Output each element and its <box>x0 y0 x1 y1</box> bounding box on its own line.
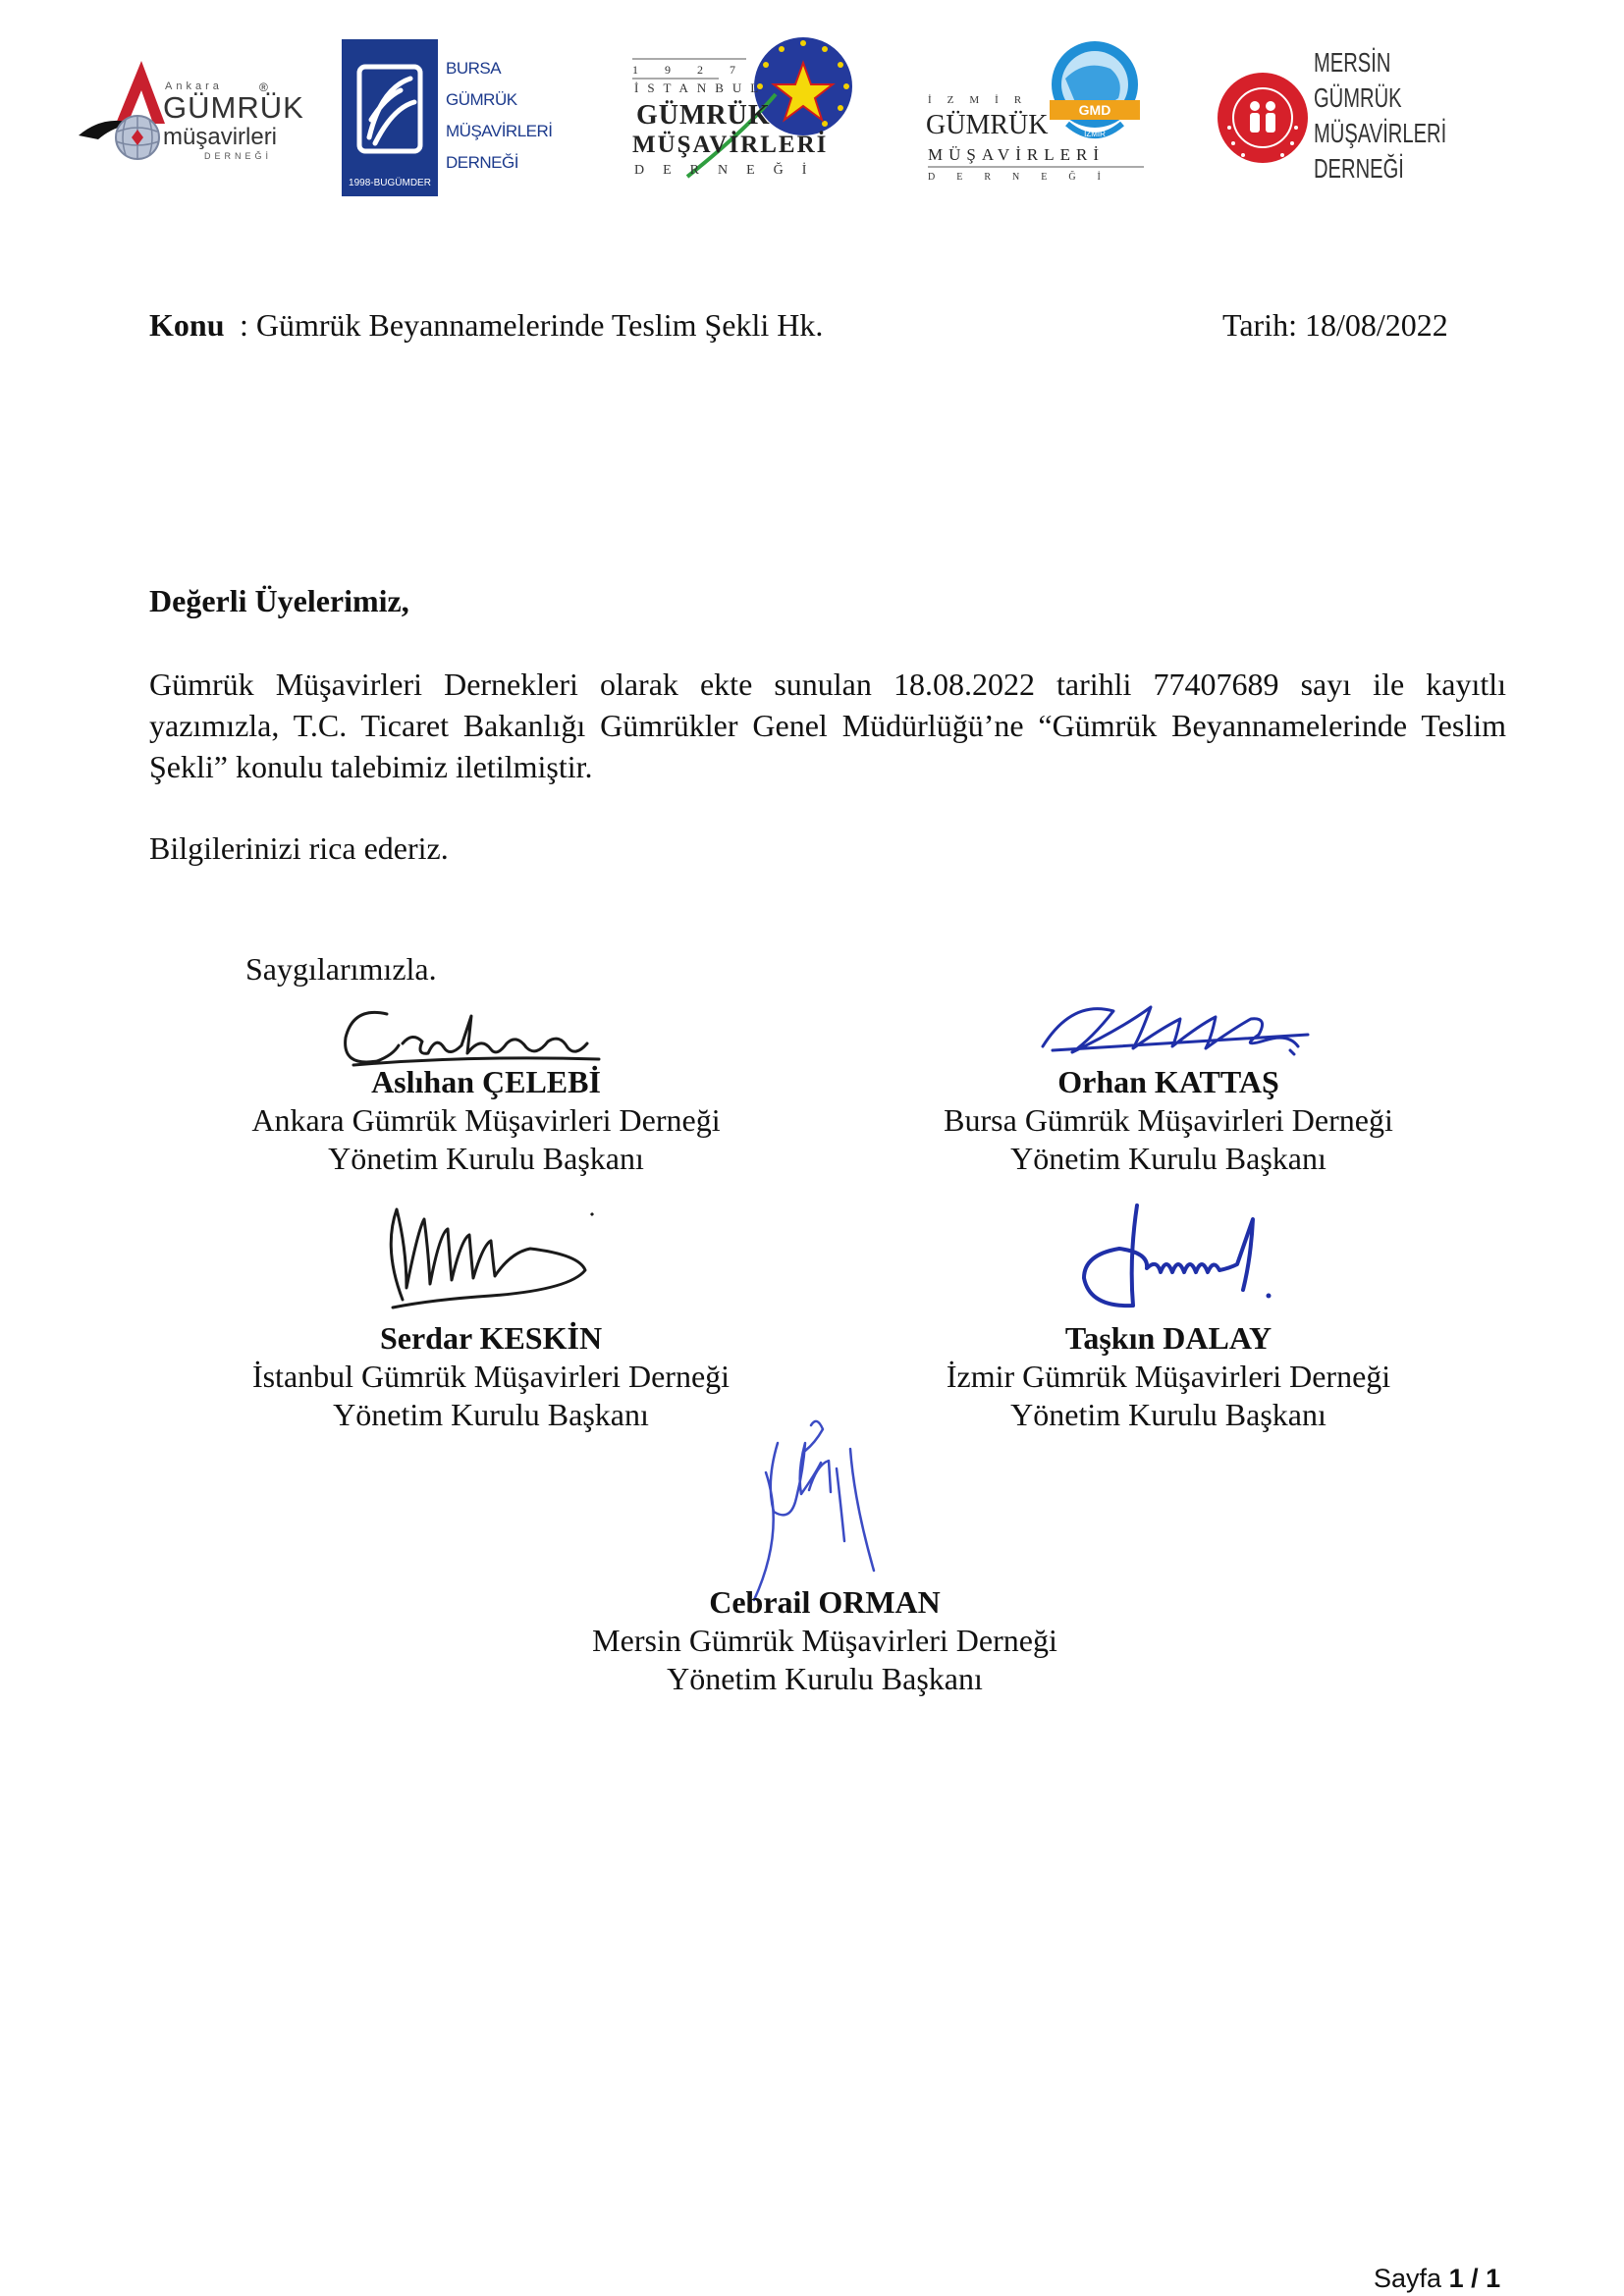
izmir-logo-word-musavirleri: MÜŞAVİRLERİ <box>928 145 1105 164</box>
signer-title: Yönetim Kurulu Başkanı <box>333 1397 649 1432</box>
bursa-association-logo <box>342 29 553 206</box>
signature-block-bursa <box>825 1063 1512 1178</box>
page-separator: / <box>1471 2264 1479 2293</box>
ankara-logo-word-gumruk: GÜMRÜK <box>163 90 304 125</box>
bursa-logo-line-2: GÜMRÜK <box>446 90 517 109</box>
izmir-badge-text: GMD <box>1078 102 1111 118</box>
mersin-logo-line-4: DERNEĞİ <box>1314 153 1404 184</box>
paragraph-line: Gümrük Müşavirleri Dernekleri olarak ekte sunulan 18.08.2022 tarihli 77407689 sayı ile kayıtlı <box>149 667 1506 702</box>
signer-organization: Mersin Gümrük Müşavirleri Derneği <box>592 1623 1057 1658</box>
izmir-logo-word-dernegi: DERNEĞİ <box>928 172 1122 183</box>
signature-block-mersin <box>491 1583 1159 1698</box>
subject-text: : Gümrük Beyannamelerinde Teslim Şekli Hk. <box>240 307 824 343</box>
izmir-logo-word-gumruk: GÜMRÜK <box>926 110 1049 140</box>
page-label: Sayfa <box>1374 2264 1442 2293</box>
page-number <box>1374 2264 1500 2294</box>
registered-mark: ® <box>259 80 268 94</box>
istanbul-logo-word-dernegi: DERNEĞİ <box>634 163 826 178</box>
istanbul-logo-word-gumruk: GÜMRÜK <box>636 100 771 131</box>
signature-mersin-image <box>707 1404 943 1610</box>
istanbul-logo-city: İSTANBUL <box>634 80 768 95</box>
signer-title: Yönetim Kurulu Başkanı <box>328 1141 644 1176</box>
signer-organization: Ankara Gümrük Müşavirleri Derneği <box>251 1102 721 1138</box>
signer-name: Orhan KATTAŞ <box>1057 1064 1279 1099</box>
signer-name: Cebrail ORMAN <box>709 1584 941 1620</box>
signature-bursa-image <box>1033 989 1318 1068</box>
closing-phrase: Saygılarımızla. <box>245 951 437 987</box>
header-logos <box>0 29 1624 206</box>
body-paragraph-2 <box>149 828 1506 869</box>
signature-istanbul-image <box>363 1190 609 1317</box>
istanbul-logo-year: 1927 <box>632 63 762 77</box>
signer-name: Taşkın DALAY <box>1064 1320 1272 1356</box>
signer-title: Yönetim Kurulu Başkanı <box>1010 1141 1326 1176</box>
izmir-association-logo <box>918 29 1154 206</box>
bursa-logo-line-4: DERNEĞİ <box>446 153 518 172</box>
ankara-emblem-icon <box>77 29 175 177</box>
bursa-emblem-icon <box>342 29 438 196</box>
istanbul-logo-word-musavirleri: MÜŞAVİRLERİ <box>632 132 829 158</box>
signer-title: Yönetim Kurulu Başkanı <box>667 1661 983 1696</box>
page-total: 1 <box>1486 2264 1501 2293</box>
mersin-seal-icon <box>1218 29 1310 196</box>
izmir-badge-city: İZMİR <box>1084 130 1106 138</box>
document-date: Tarih: 18/08/2022 <box>1222 307 1448 343</box>
paragraph-line: Şekli” konulu talebimiz iletilmiştir. <box>149 749 593 784</box>
mersin-logo-line-3: MÜŞAVİRLERİ <box>1314 118 1447 148</box>
signature-block-istanbul <box>196 1319 785 1434</box>
ankara-logo-word-musavirleri: müşavirleri <box>163 124 278 150</box>
ankara-logo-city: Ankara <box>165 80 223 92</box>
istanbul-association-logo <box>628 29 854 206</box>
paragraph-line: yazımızla, T.C. Ticaret Bakanlığı Gümrükler Genel Müdürlüğü’ne “Gümrük Beyannamelerinde Teslim <box>149 708 1506 743</box>
signer-title: Yönetim Kurulu Başkanı <box>1010 1397 1326 1432</box>
signature-block-izmir <box>898 1319 1438 1434</box>
signer-name: Aslıhan ÇELEBİ <box>371 1064 601 1099</box>
bursa-logo-line-1: BURSA <box>446 59 502 78</box>
body-paragraph-1 <box>149 664 1506 787</box>
page-current: 1 <box>1448 2264 1464 2293</box>
bursa-logo-line-3: MÜŞAVİRLERİ <box>446 122 553 140</box>
paragraph-line: Bilgilerinizi rica ederiz. <box>149 830 449 866</box>
signature-block-ankara <box>167 1063 805 1178</box>
mersin-logo-line-1: MERSİN <box>1314 47 1391 78</box>
signature-izmir-image <box>1070 1200 1296 1317</box>
signer-organization: İzmir Gümrük Müşavirleri Derneği <box>946 1359 1391 1394</box>
izmir-logo-city: İZMİR <box>928 94 1038 106</box>
subject-label: Konu <box>149 307 225 343</box>
ankara-association-logo <box>77 29 304 206</box>
salutation: Değerli Üyelerimiz, <box>149 583 409 618</box>
signer-organization: Bursa Gümrük Müşavirleri Derneği <box>944 1102 1393 1138</box>
bursa-logo-year: 1998-BUGÜMDER <box>349 178 431 188</box>
signer-name: Serdar KESKİN <box>379 1320 603 1356</box>
ankara-logo-word-dernegi: DERNEĞİ <box>204 151 273 161</box>
mersin-logo-line-2: GÜMRÜK <box>1314 82 1402 113</box>
mersin-association-logo <box>1218 29 1473 206</box>
signer-organization: İstanbul Gümrük Müşavirleri Derneği <box>251 1359 731 1394</box>
